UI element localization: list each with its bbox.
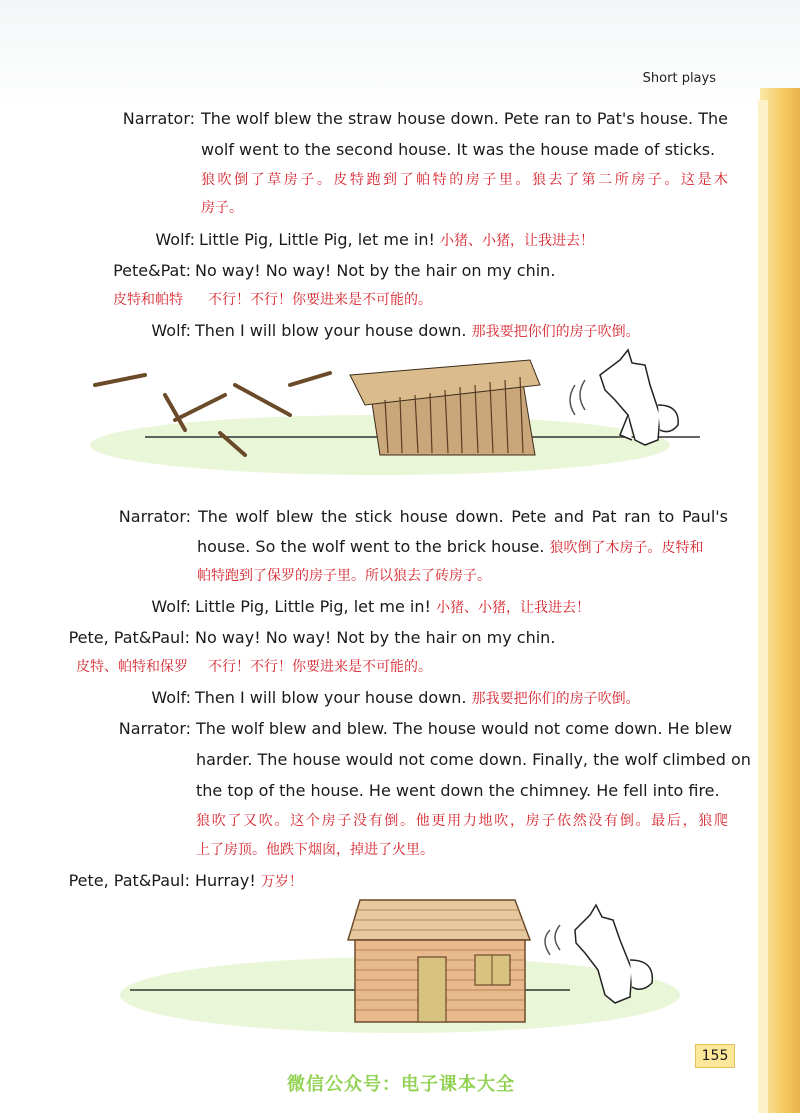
narrator-line-1: The wolf blew the stick house down. Pete and Pat ran to Paul's [198,507,728,526]
hurray-chinese: 万岁！ [260,874,303,890]
wolf-line-chinese: 小猪、小猪，让我进去！ [439,233,594,249]
speaker-wolf: Wolf: [155,230,195,249]
pete-pat-paul-translation-speaker: 皮特、帕特和保罗 [76,659,188,675]
narrator-line-1: The wolf blew the straw house down. Pete ran to Pat's house. The [201,109,728,128]
wolf-line-english: Little Pig, Little Pig, let me in! [195,597,431,616]
speaker-narrator: Narrator: [118,719,191,738]
page-top-shade [0,0,800,110]
wolf-line [195,597,590,618]
wolf-line [195,688,640,709]
narrator-translation-1: 狼吹倒了草房子。皮特跑到了帕特的房子里。狼去了第二所房子。这是木 [201,172,728,188]
brick-house-illustration [110,895,710,1040]
narrator-line-2: wolf went to the second house. It was the house made of sticks. [201,140,716,159]
narrator-line-3: the top of the house. He went down the chimney. He fell into fire. [196,781,720,800]
speaker-pete-pat: Pete&Pat: [113,261,191,280]
narrator-line-2 [197,537,704,558]
speaker-wolf: Wolf: [151,321,191,340]
narrator-line-2-english: house. So the wolf went to the brick house. [197,537,545,556]
speaker-wolf: Wolf: [151,597,191,616]
section-header: Short plays [642,71,716,86]
wolf-line-english: Then I will blow your house down. [195,688,467,707]
narrator-translation-2: 上了房顶。他跌下烟囱，掉进了火里。 [196,842,434,858]
hurray-line [195,871,303,892]
wolf-line-english: Little Pig, Little Pig, let me in! [199,230,435,249]
hurray-english: Hurray! [195,871,256,890]
page-edge-inner [758,100,768,1113]
wolf-line-chinese: 小猪、小猪，让我进去！ [435,600,590,616]
narrator-line-2-chinese: 狼吹倒了木房子。皮特和 [549,540,704,556]
stick-house-illustration [80,345,720,485]
narrator-translation-2: 帕特跑到了保罗的房子里。所以狼去了砖房子。 [197,568,491,584]
narrator-translation-1: 狼吹了又吹。这个房子没有倒。他更用力地吹，房子依然没有倒。最后，狼爬 [196,813,728,829]
pete-pat-paul-line: No way! No way! Not by the hair on my chin. [195,628,556,647]
page-number: 155 [695,1044,735,1068]
speaker-narrator: Narrator: [122,109,195,128]
wolf-line [195,321,640,342]
wolf-line [199,230,594,251]
speaker-narrator: Narrator: [118,507,191,526]
watermark: 微信公众号：电子课本大全 [287,1074,515,1095]
wolf-line-chinese: 那我要把你们的房子吹倒。 [471,691,640,707]
speaker-pete-pat-paul: Pete, Pat&Paul: [68,871,190,890]
pete-pat-paul-translation: 不行！不行！你要进来是不可能的。 [208,659,432,675]
narrator-line-2: harder. The house would not come down. Finally, the wolf climbed on [196,750,751,769]
pete-pat-translation: 不行！不行！你要进来是不可能的。 [208,292,432,308]
pete-pat-translation-speaker: 皮特和帕特 [113,292,183,308]
speaker-wolf: Wolf: [151,688,191,707]
wolf-line-chinese: 那我要把你们的房子吹倒。 [471,324,640,340]
narrator-line-1: The wolf blew and blew. The house would not come down. He blew [196,719,733,738]
speaker-pete-pat-paul: Pete, Pat&Paul: [68,628,190,647]
pete-pat-line: No way! No way! Not by the hair on my chin. [195,261,556,280]
narrator-translation-2: 房子。 [201,200,243,216]
wolf-line-english: Then I will blow your house down. [195,321,467,340]
